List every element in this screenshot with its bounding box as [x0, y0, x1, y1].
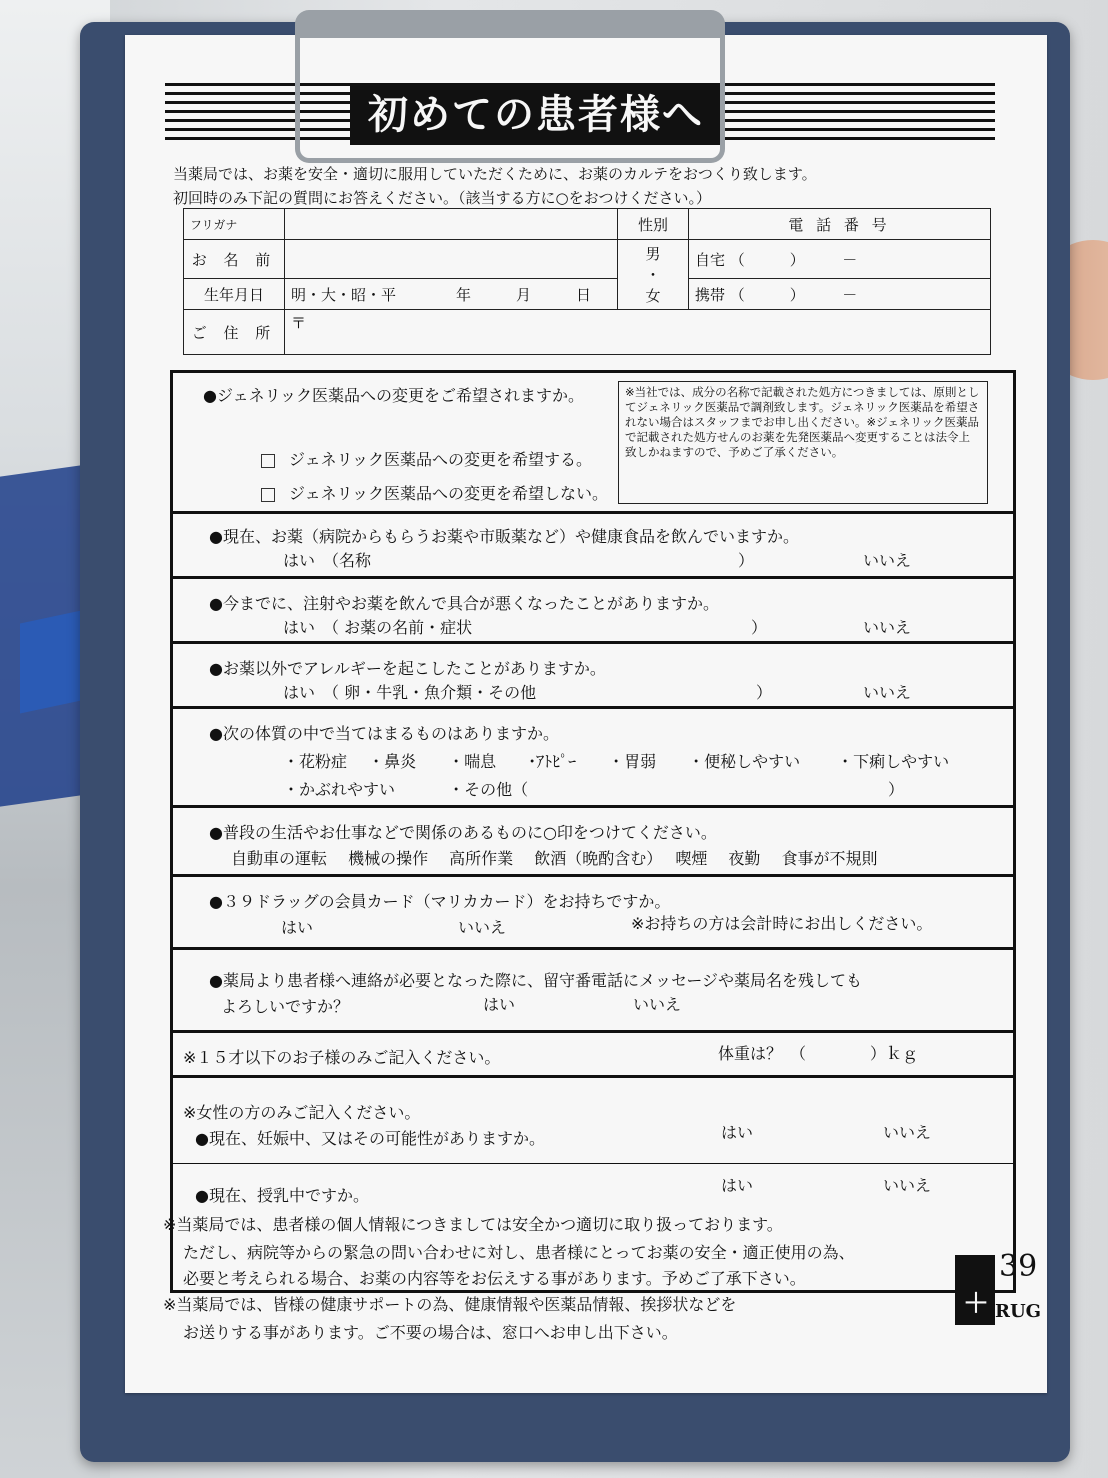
- gender-male[interactable]: 男: [645, 245, 661, 263]
- allergy-close-paren: ）: [756, 683, 773, 702]
- current-close-paren: ）: [738, 551, 755, 570]
- questionnaire-sheet: [125, 35, 1047, 1393]
- card-yes-option[interactable]: はい: [281, 918, 314, 937]
- msg-no-option[interactable]: いいえ: [633, 995, 682, 1014]
- constitution-question: [173, 709, 1013, 808]
- child-weight-field[interactable]: 体重は？ （ ）ｋｇ: [718, 1044, 919, 1063]
- lifestyle-question: [173, 808, 1013, 877]
- name-label: お 名 前: [184, 240, 285, 279]
- birthdate-field[interactable]: 明・大・昭・平 年 月 日: [285, 279, 618, 310]
- preg-q-text: ●現在、妊娠中、又はその可能性がありますか。: [195, 1129, 545, 1148]
- constitution-close-paren: ）: [888, 780, 905, 799]
- card-note: ※お持ちの方は会計時にお出しください。: [631, 914, 933, 933]
- member-card-question: [173, 877, 1013, 950]
- msg-yes-option[interactable]: はい: [483, 995, 516, 1014]
- side-effect-question: [173, 579, 1013, 644]
- address-label: ご 住 所: [184, 310, 285, 355]
- furigana-field[interactable]: [285, 209, 618, 240]
- name-field[interactable]: [285, 240, 618, 279]
- side-yes-option[interactable]: はい （ お薬の名前・症状: [283, 618, 473, 637]
- voicemail-question: [173, 950, 1013, 1033]
- allergy-question: [173, 644, 1013, 709]
- child-q-text: ※１５才以下のお子様のみご記入ください。: [183, 1048, 501, 1067]
- checkbox-icon[interactable]: [261, 488, 275, 502]
- phone-label: 電 話 番 号: [689, 209, 991, 240]
- current-yes-option[interactable]: はい （名称: [283, 551, 372, 570]
- nurse-yes-option[interactable]: はい: [721, 1176, 754, 1195]
- generic-question: [173, 373, 1013, 514]
- mobile-phone-field[interactable]: 携帯 （ ） －: [689, 279, 991, 310]
- female-header: ※女性の方のみご記入ください。: [183, 1103, 421, 1122]
- footer-line-4: ※当薬局では、皆様の健康サポートの為、健康情報や医薬品情報、挨拶状などを: [163, 1295, 737, 1314]
- home-phone-field[interactable]: 自宅 （ ） －: [689, 240, 991, 279]
- life-options[interactable]: 自動車の運転 機械の操作 高所作業 飲酒（晩酌含む） 喫煙 夜勤 食事が不規則: [231, 849, 878, 868]
- footer-line-3: 必要と考えられる場合、お薬の内容等をお伝えする事があります。予めご了承下さい。: [183, 1269, 806, 1288]
- card-no-option[interactable]: いいえ: [458, 918, 507, 937]
- preg-yes-option[interactable]: はい: [721, 1123, 754, 1142]
- intro-line-2: 初回時のみ下記の質問にお答えください。（該当する方に○をおつけください。）: [173, 189, 711, 207]
- furigana-label: フリガナ: [184, 209, 285, 240]
- current-meds-question: [173, 514, 1013, 579]
- constitution-options-row2[interactable]: ・かぶれやすい ・その他（: [283, 780, 529, 799]
- plus-icon: ＋: [963, 1289, 990, 1319]
- footer-line-2: ただし、病院等からの緊急の問い合わせに対し、患者様にとってお薬の安全・適正使用の為、: [183, 1243, 855, 1262]
- patient-info-table: [183, 208, 991, 355]
- allergy-no-option[interactable]: いいえ: [863, 683, 912, 702]
- allergy-q-text: ●お薬以外でアレルギーを起こしたことがありますか。: [209, 659, 606, 678]
- footer-line-5: お送りする事があります。ご不要の場合は、窓口へお申し出下さい。: [183, 1323, 678, 1342]
- constitution-q-text: ●次の体質の中で当てはまるものはありますか。: [209, 724, 559, 743]
- logo-text: RUG: [995, 1301, 1042, 1322]
- preg-no-option[interactable]: いいえ: [883, 1123, 932, 1142]
- current-no-option[interactable]: いいえ: [863, 551, 912, 570]
- msg-q-text: ●薬局より患者様へ連絡が必要となった際に、留守番電話にメッセージや薬局名を残しても: [209, 971, 863, 990]
- generic-q-text: ●ジェネリック医薬品への変更をご希望されますか。: [203, 386, 585, 405]
- child-weight-question: [173, 1033, 1013, 1078]
- nurse-q-text: ●現在、授乳中ですか。: [195, 1186, 369, 1205]
- allergy-yes-option[interactable]: はい （ 卵・牛乳・魚介類・その他: [283, 683, 537, 702]
- card-q-text: ●３９ドラッグの会員カード（マリカカード）をお持ちですか。: [209, 892, 671, 911]
- intro-line-1: 当薬局では、お薬を安全・適切に服用していただくために、お薬のカルテをおつくり致します。: [173, 165, 817, 183]
- generic-note: ※当社では、成分の名称で記載された処方につきましては、原則としてジェネリック医薬品で調剤致します。ジェネリック医薬品を希望されない場合はスタッフまでお申し出ください。※ジェネリック医薬品で記載された処方せんのお薬を先発医薬品へ変更することは法令上致しかねますので、予めご了承ください。: [618, 381, 988, 504]
- generic-no-option[interactable]: ジェネリック医薬品への変更を希望しない。: [261, 481, 608, 504]
- side-no-option[interactable]: いいえ: [863, 618, 912, 637]
- side-q-text: ●今までに、注射やお薬を飲んで具合が悪くなったことがありますか。: [209, 594, 719, 613]
- logo-number: 39: [999, 1249, 1038, 1284]
- drug39-logo: [955, 1249, 1042, 1335]
- life-q-text: ●普段の生活やお仕事などで関係のあるものに○印をつけてください。: [209, 823, 717, 842]
- gender-dot: ・: [645, 266, 661, 284]
- questions-box: [170, 370, 1016, 1293]
- gender-label: 性別: [618, 209, 689, 240]
- generic-yes-option[interactable]: ジェネリック医薬品への変更を希望する。: [261, 447, 592, 470]
- birthdate-label: 生年月日: [184, 279, 285, 310]
- pregnancy-question: [173, 1078, 1013, 1164]
- constitution-options-row1[interactable]: ・花粉症 ・鼻炎 ・喘息 ･ｱﾄﾋﾟｰ ・胃弱 ・便秘しやすい ・下痢しやすい: [283, 752, 950, 771]
- form-title: 初めての患者様へ: [350, 85, 722, 145]
- checkbox-icon[interactable]: [261, 454, 275, 468]
- nurse-no-option[interactable]: いいえ: [883, 1176, 932, 1195]
- gender-options[interactable]: [618, 240, 689, 310]
- address-field[interactable]: 〒: [285, 310, 991, 355]
- side-close-paren: ）: [751, 618, 768, 637]
- clipboard-clip: [295, 10, 725, 163]
- gender-female[interactable]: 女: [645, 287, 661, 305]
- footer-line-1: ※当薬局では、患者様の個人情報につきましては安全かつ適切に取り扱っております。: [163, 1215, 783, 1234]
- current-q-text: ●現在、お薬（病院からもらうお薬や市販薬など）や健康食品を飲んでいますか。: [209, 527, 799, 546]
- msg-q-text-2: よろしいですか？: [221, 997, 350, 1016]
